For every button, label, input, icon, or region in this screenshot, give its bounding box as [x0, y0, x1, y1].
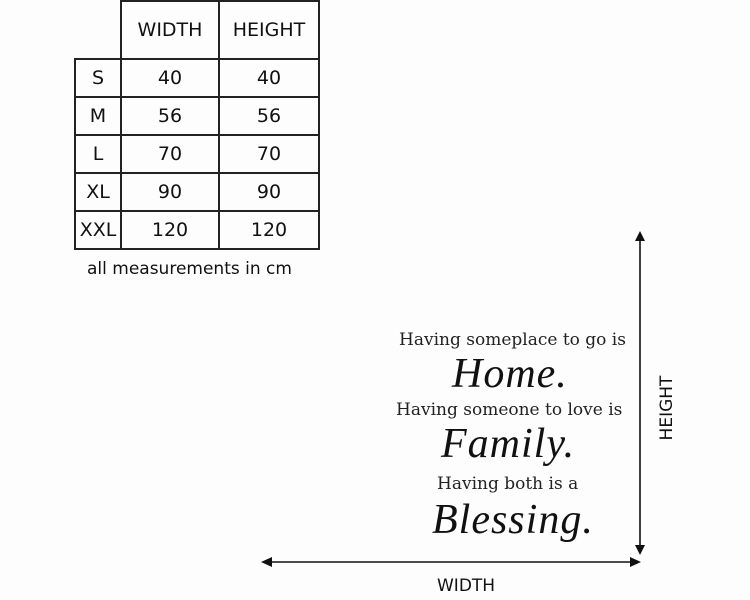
- size-cell: XL: [75, 173, 121, 211]
- height-cell: 56: [219, 97, 319, 135]
- height-cell: 70: [219, 135, 319, 173]
- width-cell: 40: [121, 59, 219, 97]
- measurement-note: all measurements in cm: [87, 259, 292, 279]
- size-cell: XXL: [75, 211, 121, 249]
- size-cell: L: [75, 135, 121, 173]
- quote-line-2: Having someone to love is: [396, 400, 623, 420]
- size-cell: S: [75, 59, 121, 97]
- height-arrow: [635, 231, 645, 555]
- quote-line-3: Having both is a: [437, 474, 579, 494]
- width-cell: 70: [121, 135, 219, 173]
- quote-word-blessing: Blessing.: [432, 497, 594, 543]
- width-cell: 56: [121, 97, 219, 135]
- height-cell: 90: [219, 173, 319, 211]
- width-cell: 90: [121, 173, 219, 211]
- height-cell: 120: [219, 211, 319, 249]
- header-height: HEIGHT: [219, 1, 319, 59]
- quote-word-family: Family.: [441, 421, 576, 467]
- header-width: WIDTH: [121, 1, 219, 59]
- size-cell: M: [75, 97, 121, 135]
- width-dimension-label: WIDTH: [437, 576, 496, 596]
- width-cell: 120: [121, 211, 219, 249]
- quote-line-1: Having someplace to go is: [399, 330, 626, 350]
- height-cell: 40: [219, 59, 319, 97]
- quote-word-home: Home.: [452, 351, 568, 397]
- width-arrow: [261, 557, 641, 567]
- height-dimension-label: HEIGHT: [657, 375, 677, 441]
